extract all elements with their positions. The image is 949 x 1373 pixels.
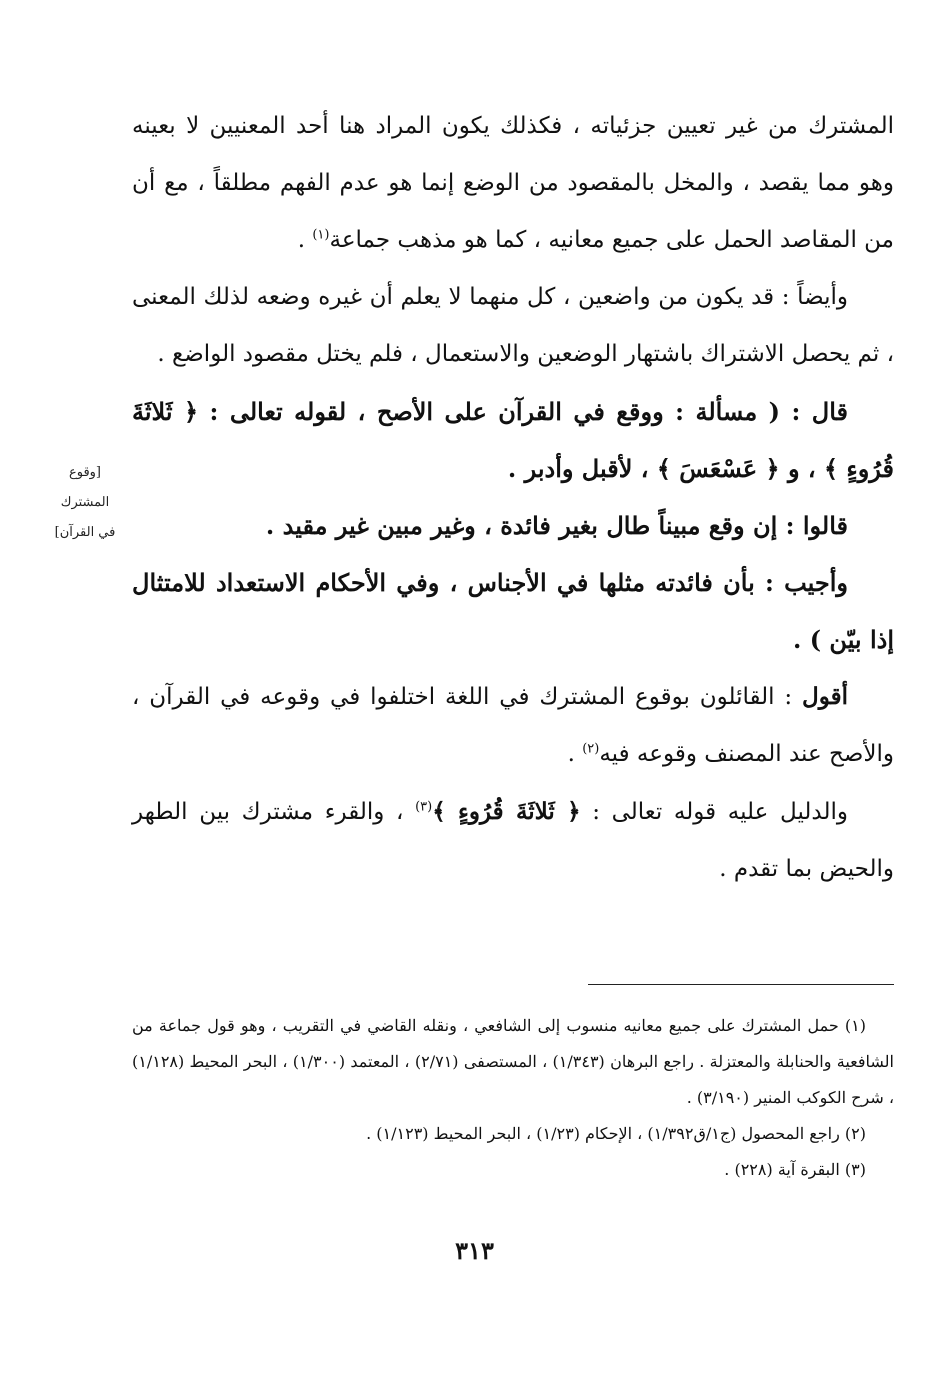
para1-line-1: المشترك من غير تعيين جزئياته ، فكذلك يكون المراد هنا أحد المعنيين لا بعينه — [132, 113, 894, 139]
para1-end: . — [297, 227, 313, 253]
footnote-1: (١) حمل المشترك على جميع معانيه منسوب إلى الشافعي ، ونقله القاضي في التقريب ، وهو قول جماعة من الشافعية والحنابلة والمعتزلة . راجع البرهان (١/٣٤٣) ، المستصفى (٢/٧١) ، المعتمد (١/٣٠٠) ، البحر المحيط (١/١٢٨) ، شرح الكوكب المنير (٣/١٩٠) . — [132, 1016, 895, 1107]
quoted-text-1: قال : ( مسألة : ووقع في القرآن على الأصح ، لقوله تعالى : ﴿ ثَلاثَةَ قُرُوءٍ ﴾ ، و ﴿ عَسْعَسَ ﴾ ، لأقبل وأدبر . — [132, 397, 894, 483]
paragraph-3 — [132, 668, 894, 783]
para1-line-3: أن من المقاصد الحمل على جميع معانيه ، كما هو مذهب جماعة — [132, 170, 894, 253]
page-number: ٣١٣ — [455, 1236, 494, 1265]
footnotes — [132, 1008, 894, 1188]
paragraph-4 — [132, 783, 894, 898]
footnote-ref-1[interactable]: (١) — [312, 227, 330, 243]
keyword-aqul: أقول — [802, 683, 848, 710]
quranic-verse: ﴿ ثَلاثَةَ قُرُوءٍ ﴾ — [432, 798, 581, 825]
footnote-2: (٢) راجع المحصول (ج١/ق١/٣٩٢) ، الإحكام (١/٢٣) ، البحر المحيط (١/١٢٣) . — [366, 1124, 866, 1143]
para4-end: ، والقرء مشترك بين الطهر والحيض بما تقدم . — [132, 799, 894, 882]
margin-note-line-3: في القرآن] — [54, 525, 116, 540]
paragraph-2: وأيضاً : قد يكون من واضعين ، كل منهما لا يعلم أن غيره وضعه لذلك المعنى ، ثم يحصل الاشتراك باشتهار الوضعين والاستعمال ، فلم يختل مقصود الواضع . — [132, 284, 894, 367]
para3-end: . — [567, 741, 583, 767]
footnote-ref-3[interactable]: (٣) — [415, 799, 433, 815]
main-text — [132, 98, 894, 898]
footnote-separator — [588, 984, 894, 985]
paragraph-1 — [132, 98, 894, 269]
quoted-text-2: قالوا : إن وقع مبيناً طال بغير فائدة ، وغير مبين غير مقيد . — [265, 511, 848, 540]
para4-start: والدليل عليه قوله تعالى : — [580, 799, 848, 825]
para3-text: : القائلون بوقوع المشترك في اللغة اختلفوا في وقوعه في القرآن ، والأصح عند المصنف وقوعه فيه — [132, 684, 894, 767]
margin-note — [40, 458, 130, 548]
para1-line-2: وهو مما يقصد ، والمخل بالمقصود من الوضع إنما هو عدم الفهم مطلقاً ، مع — [164, 170, 895, 196]
footnote-3: (٣) البقرة آية (٢٢٨) . — [724, 1160, 866, 1179]
quoted-text-3: وأجيب : بأن فائدته مثلها في الأجناس ، وفي الأحكام الاستعداد للامتثال إذا بيّن ) . — [132, 568, 894, 654]
margin-note-line-1: [وقوع — [68, 465, 102, 480]
footnote-ref-2[interactable]: (٢) — [582, 741, 600, 757]
margin-note-line-2: المشترك — [60, 495, 110, 510]
